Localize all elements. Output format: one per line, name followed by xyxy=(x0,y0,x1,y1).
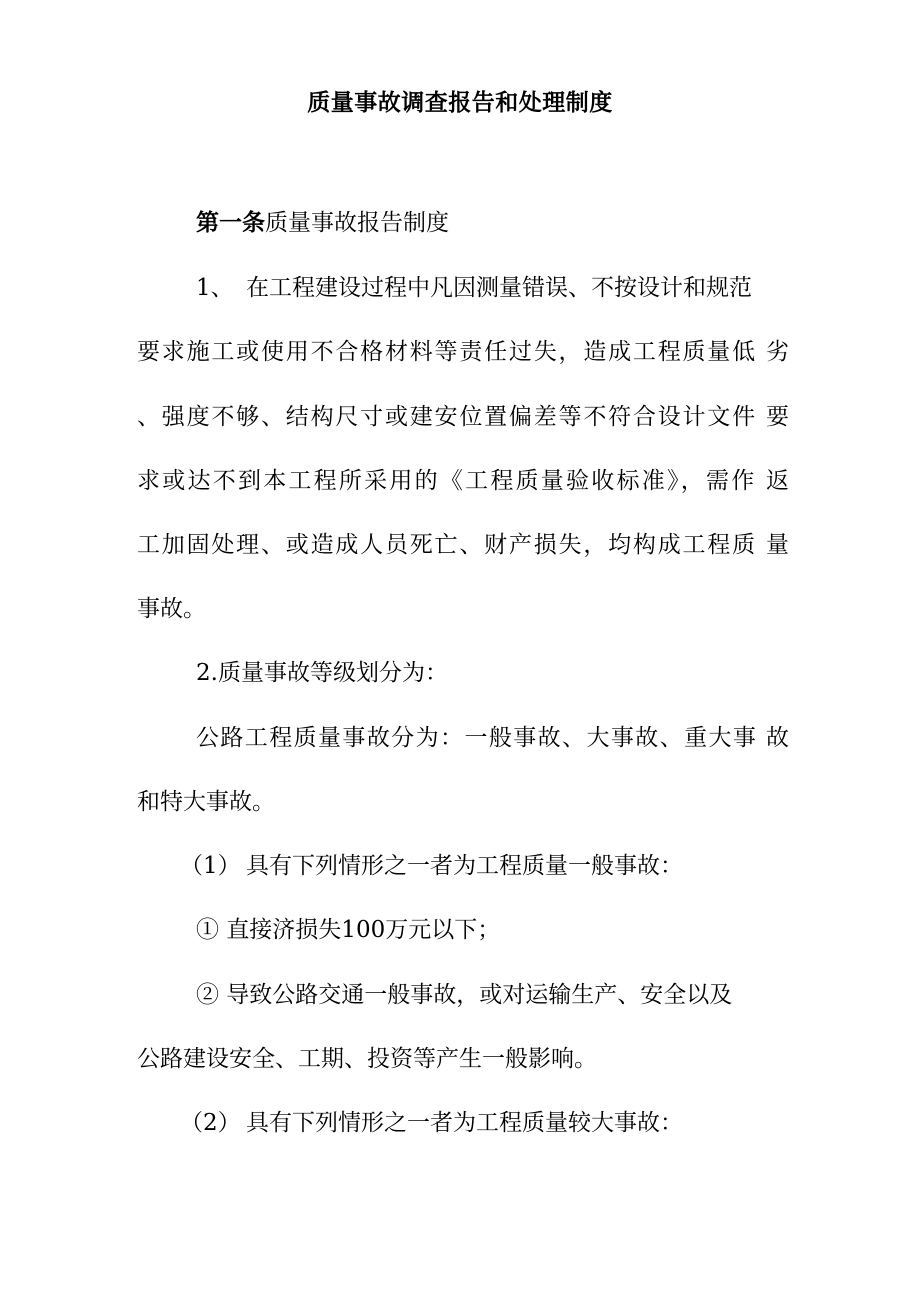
document-title: 质量事故调查报告和处理制度 xyxy=(307,89,613,116)
paragraph-3-line-1: 公路工程质量事故分为：一般事故、大事故、重大事 故 xyxy=(196,725,789,751)
item-1-number: （1） xyxy=(180,853,241,879)
article-1-title: 质量事故报告制度 xyxy=(265,210,449,236)
paragraph-1-line-1: 在工程建设过程中凡因测量错误、不按设计和规范 xyxy=(246,275,752,301)
item-1-sub-2-line-1: ② 导致公路交通一般事故，或对运输生产、安全以及 xyxy=(196,982,733,1008)
item-1-sub-2-line-2: 公路建设安全、工期、投资等产生一般影响。 xyxy=(137,1046,597,1072)
item-2-number: （2） xyxy=(180,1110,241,1136)
item-1-text: 具有下列情形之一者为工程质量一般事故： xyxy=(246,853,683,879)
article-1-heading-line xyxy=(196,208,449,238)
paragraph-1-number: 1、 xyxy=(196,275,234,301)
item-1-sub-1: ① 直接济损失100万元以下； xyxy=(196,917,501,943)
paragraph-3-line-2: 和特大事故。 xyxy=(137,789,275,815)
paragraph-1-line-6: 事故。 xyxy=(137,596,206,622)
paragraph-2: 2.质量事故等级划分为： xyxy=(196,660,448,686)
paragraph-1-line-4: 求或达不到本工程所采用的《工程质量验收标准》，需作 返 xyxy=(137,468,789,494)
item-2-text: 具有下列情形之一者为工程质量较大事故： xyxy=(246,1110,683,1136)
paragraph-1-line-2: 要求施工或使用不合格材料等责任过失，造成工程质量低 劣 xyxy=(137,339,789,365)
article-1-number: 第一条 xyxy=(196,209,265,236)
paragraph-1-line-5: 工加固处理、或造成人员死亡、财产损失，均构成工程质 量 xyxy=(137,532,789,558)
paragraph-1-line-3: 、强度不够、结构尺寸或建安位置偏差等不符合设计文件 要 xyxy=(137,404,789,430)
